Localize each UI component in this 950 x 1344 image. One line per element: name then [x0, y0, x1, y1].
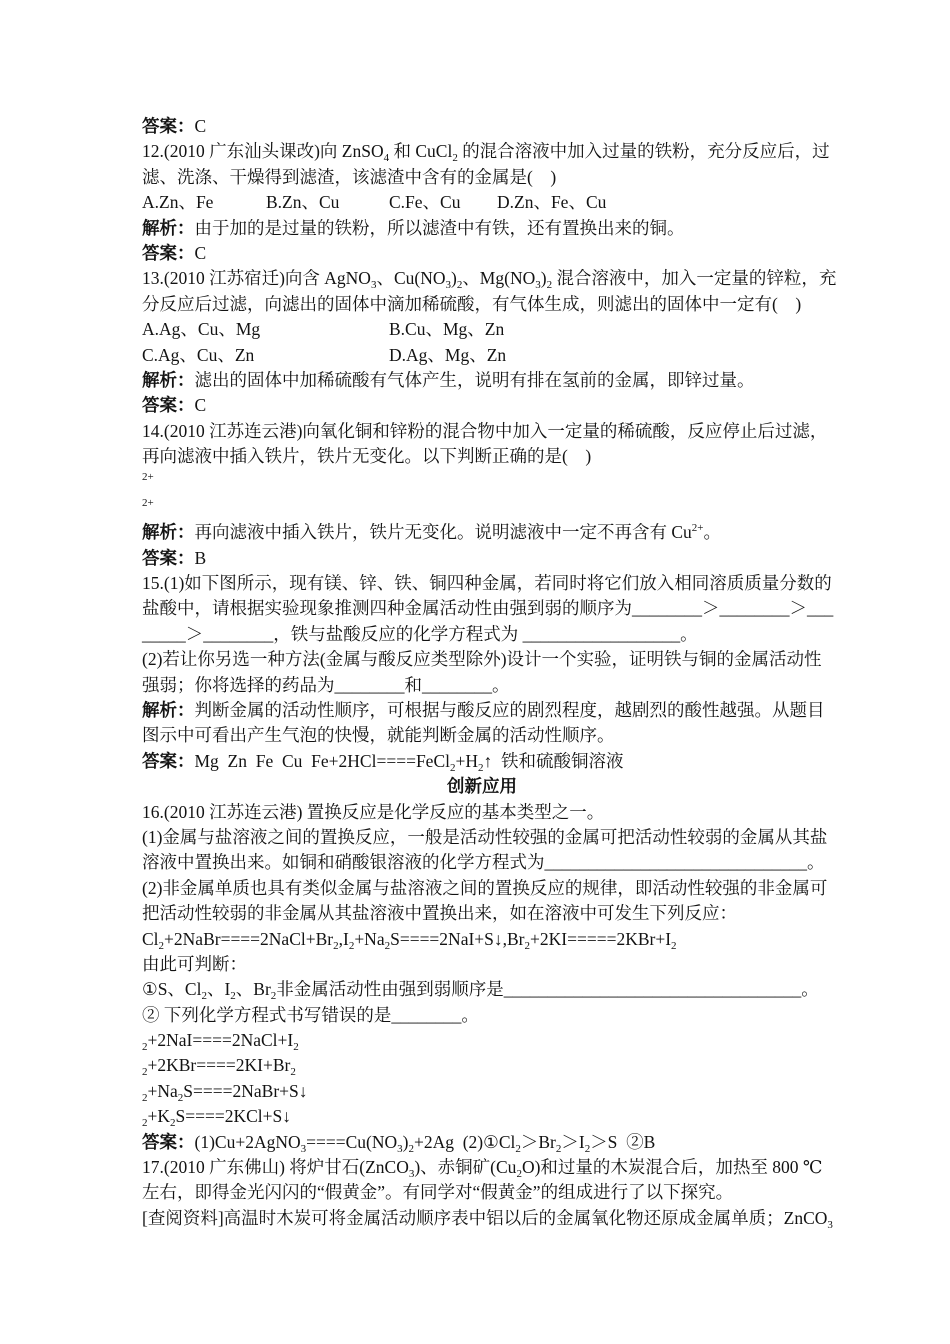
text-segment: C	[194, 395, 207, 416]
answer-line	[142, 546, 822, 571]
text-segment: ↑ 铁和硫酸铜溶液	[483, 750, 624, 771]
heading-line	[142, 774, 822, 799]
question-line	[142, 850, 825, 875]
text-segment: 3	[408, 1168, 415, 1181]
text-segment: 再向滤液中插入铁片，铁片无变化。以下判断正确的是( )	[142, 446, 592, 467]
question-line	[142, 901, 822, 926]
text-segment: +2NaI====2NaCl+I	[147, 1030, 294, 1051]
text-segment: +Na	[354, 928, 385, 949]
text-segment: B.Zn、Cu	[266, 192, 340, 213]
analysis-line	[142, 698, 825, 723]
text-segment: ② 下列化学方程式书写错误的是________。	[142, 1004, 479, 1025]
text-segment: 把活动性较弱的非金属从其盐溶液中置换出来，如在溶液中可发生下列反应：	[142, 903, 737, 924]
question-line	[142, 673, 822, 698]
text-segment: S====2KCl+S↓	[175, 1106, 292, 1127]
text-segment: (1)Cu+2AgNO	[194, 1131, 301, 1152]
answer-line	[142, 1130, 822, 1155]
text-segment: 2	[452, 152, 458, 165]
question-line	[142, 876, 828, 901]
text-segment: 2+	[142, 471, 154, 484]
question-line	[142, 800, 822, 825]
text-segment: )	[402, 1131, 409, 1152]
text-segment: 图示中可看出产生气泡的快慢，就能判断金属的活动性顺序。	[142, 725, 615, 746]
bold-label: 创新应用	[447, 776, 517, 797]
question-line	[142, 1003, 822, 1028]
question-line	[142, 292, 822, 317]
text-segment: +H	[455, 750, 478, 771]
text-segment: 2	[142, 1041, 148, 1054]
text-segment: 2	[158, 939, 165, 952]
text-segment: 3	[370, 279, 377, 292]
text-segment: 、I	[206, 979, 231, 1000]
text-segment: ＞S ②B	[590, 1131, 656, 1152]
text-segment: A.Ag、Cu、Mg	[142, 319, 261, 340]
text-segment: 2	[584, 1142, 591, 1155]
text-segment: C.Ag、Cu、Zn	[142, 344, 255, 365]
text-segment: 再向滤液中插入铁片，铁片无变化。说明滤液中一定不再含有 Cu	[194, 522, 692, 543]
text-segment: 14.(2010 江苏连云港)向氧化铜和锌粉的混合物中加入一定量的稀硫酸，反应停止后过滤，	[142, 420, 828, 441]
text-segment: 13.(2010 江苏宿迁)向含 AgNO	[142, 268, 371, 289]
text-segment: 溶液中置换出来。如铜和硝酸银溶液的化学方程式为______________________________。	[142, 852, 825, 873]
text-segment: 3	[397, 1142, 403, 1155]
text-segment: 左右，即得金光闪闪的“假黄金”。有同学对“假黄金”的组成进行了以下探究。	[142, 1182, 734, 1203]
text-segment: 3	[827, 1218, 833, 1231]
analysis-line	[142, 216, 822, 241]
question-line	[142, 444, 822, 469]
text-segment: 2	[555, 1142, 562, 1155]
text-segment: 、Cu(NO	[376, 268, 446, 289]
text-segment: 2	[142, 1066, 148, 1079]
question-line	[142, 139, 830, 165]
text-segment: )、赤铜矿(Cu	[414, 1157, 517, 1178]
text-segment: ＞Br	[520, 1131, 556, 1152]
choices-line	[142, 317, 822, 342]
bold-label: 解析：	[142, 217, 195, 238]
text-segment: Mg Zn Fe Cu Fe+2HCl====FeCl	[194, 750, 450, 771]
text-segment: 非金属活动性由强到弱顺序是__________________________________。	[276, 979, 819, 1000]
text-segment: 由此可判断：	[142, 953, 247, 974]
text-segment: 17.(2010 广东佛山) 将炉甘石(ZnCO	[142, 1157, 409, 1178]
formula-line	[142, 1028, 822, 1053]
text-segment: 12.(2010 广东汕头课改)向 ZnSO	[142, 141, 384, 162]
question-line	[142, 165, 822, 190]
text-segment: +2Ag (2)①Cl	[413, 1131, 516, 1152]
text-segment: 2	[230, 990, 236, 1003]
text-segment: S====2NaI+S↓,Br	[390, 928, 525, 949]
question-line	[142, 1206, 833, 1231]
text-segment: 2	[333, 939, 339, 952]
bold-label: 答案：	[142, 116, 195, 136]
text-segment: 3	[535, 279, 541, 292]
text-segment: S====2NaBr+S↓	[183, 1080, 308, 1101]
text-segment: A.Zn、Fe	[142, 192, 214, 213]
question-line	[142, 571, 832, 596]
text-segment: C	[194, 116, 207, 136]
text-segment: (1)金属与盐溶液之间的置换反应，一般是活动性较强的金属可把活动性较弱的金属从其盐	[142, 826, 828, 847]
text-segment: 2	[348, 939, 355, 952]
text-segment: C.Fe、Cu	[389, 192, 461, 213]
text-segment: 由于加的是过量的铁粉，所以滤渣中有铁，还有置换出来的铜。	[194, 217, 685, 238]
text-segment: 盐酸中，请根据实验现象推测四种金属活动性由强到弱的顺序为________＞________＞___	[142, 598, 834, 619]
text-segment: 2	[449, 761, 456, 774]
analysis-line	[142, 520, 822, 545]
text-segment: 3	[300, 1142, 307, 1155]
text-segment: 判断金属的活动性顺序，可根据与酸反应的剧烈程度，越剧烈的酸性越强。从题目	[194, 699, 825, 720]
text-segment: 15.(1)如下图所示，现有镁、锌、铁、铜四种金属，若同时将它们放入相同溶质质量分数的	[142, 573, 832, 594]
bold-label: 解析：	[142, 522, 195, 543]
text-segment: 4	[383, 152, 390, 165]
formula-line	[142, 1053, 822, 1078]
question-line	[142, 647, 822, 672]
bold-label: 解析：	[142, 369, 195, 390]
answer-line	[142, 749, 822, 774]
text-segment: 2	[177, 1091, 184, 1104]
text-segment: +2KBr====2KI+Br	[147, 1055, 291, 1076]
text-segment: 强弱；你将选择的药品为________和________。	[142, 674, 510, 695]
text-segment: C	[194, 242, 207, 263]
text-segment: +2NaBr====2NaCl+Br	[164, 928, 334, 949]
text-segment: ,I	[338, 928, 349, 949]
question-line	[142, 825, 828, 850]
formula-line	[142, 1104, 822, 1129]
bold-label: 答案：	[142, 547, 195, 568]
question-line	[142, 419, 828, 444]
question-line	[142, 952, 822, 977]
bold-label: 答案：	[142, 1131, 195, 1152]
text-segment: 的混合溶液中加入过量的铁粉，充分反应后，过	[457, 141, 830, 162]
question-line	[142, 596, 834, 621]
question-line	[142, 622, 822, 647]
text-segment: 2	[546, 279, 553, 292]
text-segment: )	[450, 268, 457, 289]
text-segment: 2	[142, 1117, 148, 1130]
text-segment: 滤出的固体中加稀硫酸有气体产生，说明有排在氢前的金属，即锌过量。	[194, 369, 755, 390]
formula-line	[142, 1079, 822, 1104]
text-segment: D.Ag、Mg、Zn	[389, 344, 507, 365]
text-segment: 2+	[691, 522, 704, 535]
text-segment: B.Cu、Mg、Zn	[389, 319, 505, 340]
question-line	[142, 266, 837, 292]
text-segment: 2	[201, 990, 207, 1003]
text-segment: 16.(2010 江苏连云港) 置换反应是化学反应的基本类型之一。	[142, 801, 605, 822]
text-segment: (2)非金属单质也具有类似金属与盐溶液之间的置换反应的规律，即活动性较强的非金属可	[142, 877, 828, 898]
analysis-line	[142, 368, 822, 393]
text-segment: 2	[290, 1066, 296, 1079]
text-segment: 2	[671, 939, 677, 952]
question-line	[142, 1180, 822, 1205]
bold-label: 答案：	[142, 242, 195, 263]
text-segment: 2	[524, 939, 531, 952]
text-segment: 滤、洗涤、干燥得到滤渣，该滤渣中含有的金属是( )	[142, 166, 557, 187]
text-segment: 2	[456, 279, 463, 292]
text-segment: 2	[478, 761, 484, 774]
bold-label: 解析：	[142, 699, 195, 720]
bold-label: 答案：	[142, 750, 195, 771]
analysis-line	[142, 723, 822, 748]
text-segment: ①S、Cl	[142, 979, 202, 1000]
text-segment: +2KI=====2KBr+I	[530, 928, 672, 949]
text-segment: +Na	[147, 1080, 178, 1101]
answer-line	[142, 241, 822, 266]
question-line	[142, 977, 822, 1002]
text-segment: 和 CuCl	[389, 141, 453, 162]
text-segment: 2	[170, 1117, 176, 1130]
text-segment: B	[194, 547, 207, 568]
text-segment: 2+	[142, 496, 154, 509]
formula-line	[142, 927, 822, 952]
text-segment: [查阅资料]高温时木炭可将金属活动顺序表中铝以后的金属氧化物还原成金属单质；ZnCO	[142, 1207, 828, 1228]
text-segment: ====Cu(NO	[306, 1131, 398, 1152]
document-body	[142, 114, 837, 1231]
text-segment: 2	[408, 1142, 414, 1155]
answer-line	[142, 393, 822, 418]
text-segment: )	[540, 268, 547, 289]
text-segment: (2)若让你另选一种方法(金属与酸反应类型除外)设计一个实验，证明铁与铜的金属活动性	[142, 649, 822, 670]
text-segment: 分反应后过滤，向滤出的固体中滴加稀硫酸，有气体生成，则滤出的固体中一定有( )	[142, 293, 802, 314]
text-segment: 2	[142, 1091, 148, 1104]
text-segment: +K	[147, 1106, 171, 1127]
text-segment: 2	[293, 1041, 299, 1054]
bold-label: 答案：	[142, 395, 195, 416]
question-line	[142, 1155, 822, 1180]
text-segment: O)和过量的木炭混合后，加热至 800 ℃	[521, 1157, 823, 1178]
text-segment: 2	[515, 1142, 521, 1155]
choices-line	[142, 190, 822, 215]
fragment-line	[142, 495, 822, 520]
text-segment: _____＞________，铁与盐酸反应的化学方程式为 __________________。	[142, 623, 698, 644]
text-segment: 3	[445, 279, 451, 292]
text-segment: 混合溶液中，加入一定量的锌粒，充	[552, 268, 837, 289]
text-segment: 、Mg(NO	[462, 268, 536, 289]
text-segment: 、Br	[235, 979, 271, 1000]
choices-line	[142, 343, 822, 368]
fragment-line	[142, 469, 822, 494]
text-segment: ＞I	[561, 1131, 585, 1152]
answer-line	[142, 114, 822, 139]
text-segment: 。	[703, 522, 722, 543]
text-segment: 2	[270, 990, 277, 1003]
text-segment: Cl	[142, 928, 159, 949]
text-segment: 2	[516, 1168, 522, 1181]
text-segment: 2	[384, 939, 391, 952]
text-segment: D.Zn、Fe、Cu	[497, 192, 607, 213]
